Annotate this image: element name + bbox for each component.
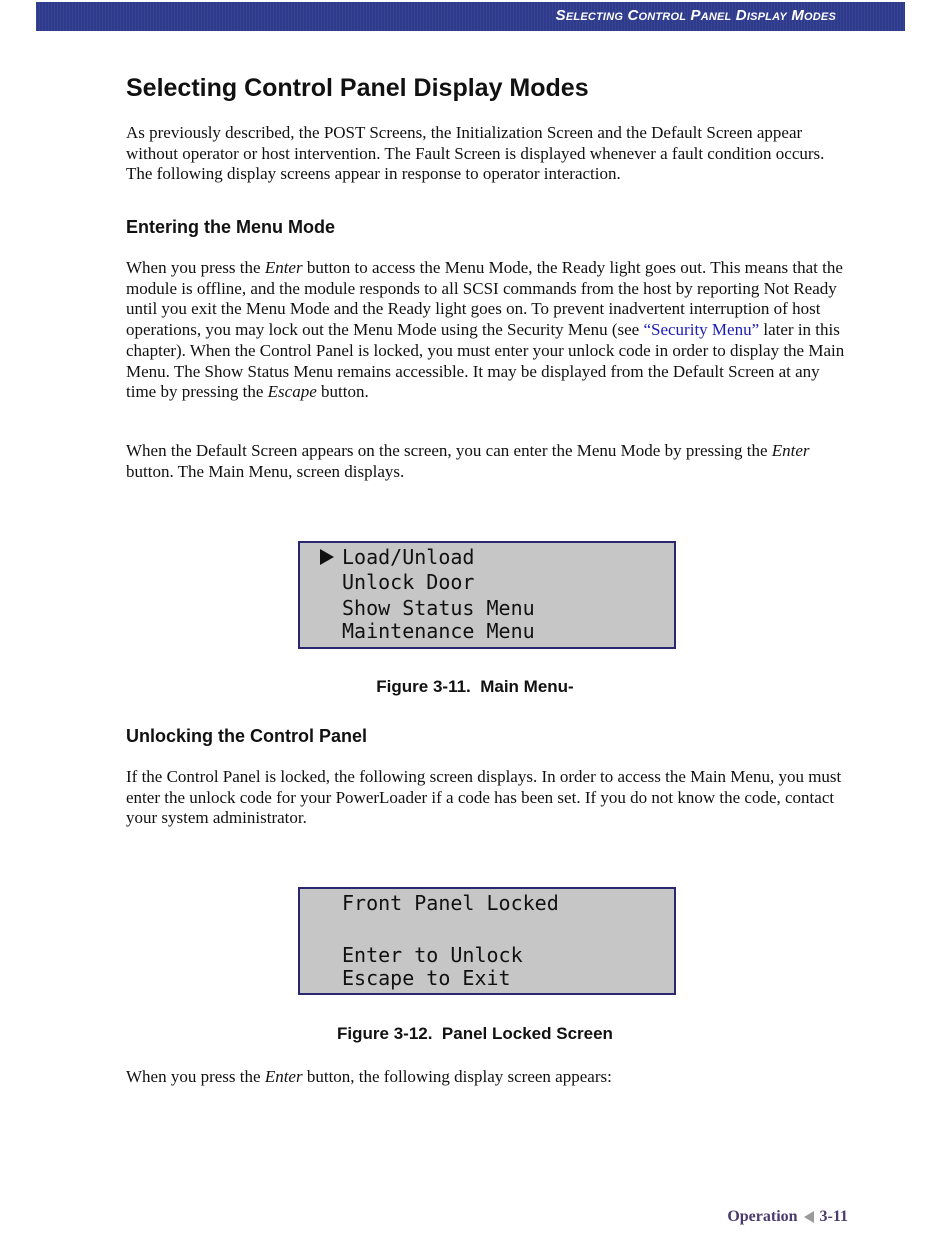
page-footer (727, 1208, 848, 1226)
menu-mode-paragraph (126, 258, 848, 403)
intro-paragraph: As previously described, the POST Screens, the Initialization Screen and the Default Screen appear without operator or host intervention. The Fault Screen is displayed whenever a fault condition occurs. The following display screens appear in response to operator interaction. (126, 123, 825, 184)
footer-section-name: Operation (727, 1208, 798, 1225)
text-run: later in this chapter). When the Control Panel is locked, you must enter your unlock code in order to display the Main Menu. The Show Status Menu remains accessible. It may be displayed from the Default Screen at any time by pressing the (126, 320, 845, 402)
security-menu-link[interactable]: “Security Menu” (643, 320, 760, 340)
lcd-line-load-unload: Load/Unload (342, 545, 475, 569)
escape-button-ref: Escape (267, 382, 317, 402)
default-screen-paragraph (126, 441, 848, 482)
lcd-line-front-panel-locked: Front Panel Locked (342, 891, 559, 915)
unlock-paragraph: If the Control Panel is locked, the following screen displays. In order to access the Main Menu, you must enter the unlock code for your PowerLoader if a code has been set. If you do not know the code, contact your system administrator. (126, 767, 842, 828)
lcd-line-escape-to-exit: Escape to Exit (342, 966, 511, 990)
enter-button-ref: Enter (264, 258, 303, 277)
heading-unlocking-control-panel: Unlocking the Control Panel (126, 726, 368, 746)
text-run: When the Default Screen appears on the screen, you can enter the Menu Mode by pressing the (126, 441, 772, 460)
figure-caption-main-menu: Figure 3-11. Main Menu- (376, 677, 574, 696)
text-run: button to access the Menu Mode, the Ready light goes out. This means that the module is offline, and the module responds to all SCSI commands from the host by reporting Not Ready until you exit the Menu Mode and the Ready light goes on. To prevent inadvertent interruption of host operations, you may lock out the Menu Mode using the Security Menu (see (126, 258, 843, 340)
lcd-line-enter-to-unlock: Enter to Unlock (342, 943, 523, 967)
figure-caption-panel-locked: Figure 3-12. Panel Locked Screen (337, 1024, 613, 1043)
enter-button-ref: Enter (771, 441, 810, 460)
footer-page-number: 3-11 (819, 1208, 848, 1225)
footer-arrow-icon (804, 1211, 814, 1223)
menu-pointer-icon (320, 549, 334, 565)
text-run: button, the following display screen appears: (302, 1067, 612, 1086)
lcd-line-show-status-menu: Show Status Menu (342, 596, 535, 620)
text-run: When you press the (126, 258, 265, 277)
closing-paragraph (126, 1067, 848, 1088)
page-title: Selecting Control Panel Display Modes (126, 74, 589, 102)
running-header-bar (36, 2, 905, 31)
lcd-line-unlock-door: Unlock Door (342, 570, 475, 594)
lcd-line-maintenance-menu: Maintenance Menu (342, 619, 535, 643)
enter-button-ref: Enter (264, 1067, 303, 1086)
panel-locked-lcd-screen (298, 887, 676, 995)
text-run: button. The Main Menu, screen displays. (126, 461, 405, 481)
text-run: When you press the (126, 1067, 265, 1086)
heading-entering-menu-mode: Entering the Menu Mode (126, 217, 335, 237)
main-menu-lcd-screen (298, 541, 676, 649)
text-run: button. (316, 382, 369, 402)
running-header-title: Selecting Control Panel Display Modes (555, 7, 836, 24)
